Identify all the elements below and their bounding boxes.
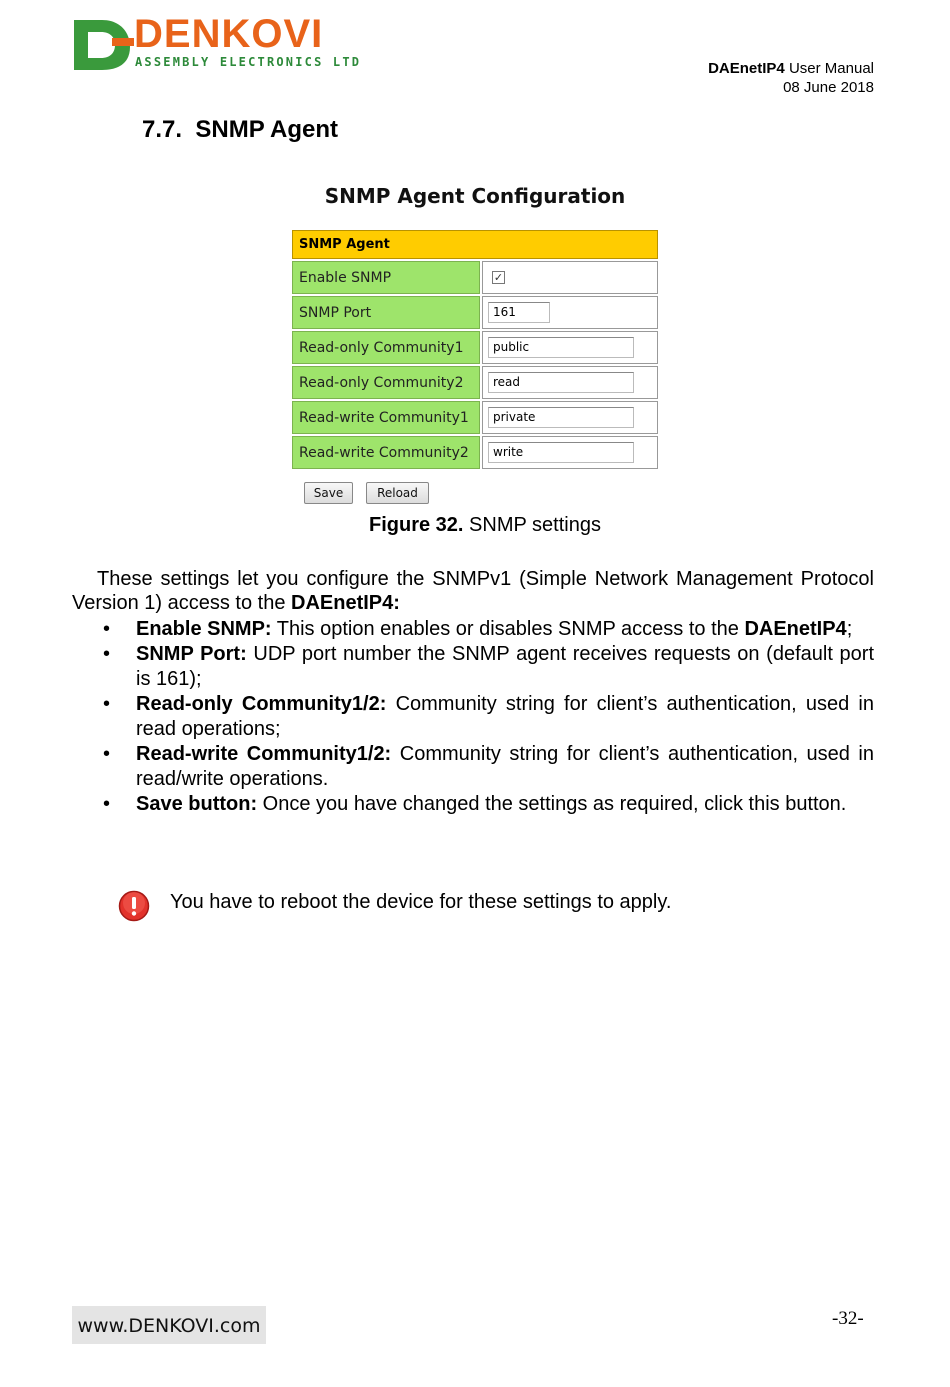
list-item-term: Enable SNMP: xyxy=(136,618,272,640)
logo-tagline: ASSEMBLY ELECTRONICS LTD xyxy=(135,55,362,69)
rw-community2-input[interactable]: write xyxy=(488,442,634,463)
list-item-tail: ; xyxy=(846,618,853,640)
ro-community1-label: Read-only Community1 xyxy=(292,331,480,364)
figure-caption-label: Figure 32. xyxy=(369,514,464,536)
figure-caption xyxy=(0,514,950,537)
config-title: SNMP Agent Configuration xyxy=(324,184,626,208)
snmp-config-table xyxy=(290,228,660,471)
header-doc: User Manual xyxy=(788,60,874,77)
intro-paragraph xyxy=(72,567,874,615)
snmp-port-input[interactable]: 161 xyxy=(488,302,550,323)
header-product: DAEnetIP4 xyxy=(708,60,785,77)
ro-community2-input[interactable]: read xyxy=(488,372,634,393)
list-item-term: Save button: xyxy=(136,793,258,815)
enable-snmp-label: Enable SNMP xyxy=(292,261,480,294)
logo-wordmark: DENKOVI xyxy=(134,12,324,56)
list-item-text: Community string for client’s authentication, used in read/write operations. xyxy=(136,743,874,790)
note-text: You have to reboot the device for these settings to apply. xyxy=(170,891,672,913)
list-item-text: Community string for client’s authentication, used in read operations; xyxy=(136,693,874,740)
list-item-text: UDP port number the SNMP agent receives requests on (default port is 161); xyxy=(136,643,875,690)
list-item-term: SNMP Port: xyxy=(136,643,247,665)
list-item-text: Once you have changed the settings as required, click this button. xyxy=(257,793,847,815)
ro-community2-label: Read-only Community2 xyxy=(292,366,480,399)
ro-community2-cell xyxy=(482,366,658,399)
section-title xyxy=(142,116,338,144)
settings-list xyxy=(72,617,874,817)
section-name: SNMP Agent xyxy=(195,116,339,143)
list-item: • Read-only Community1/2: Community string for client’s authentication, used in read operations; xyxy=(103,693,874,740)
list-item: • Read-write Community1/2: Community string for client’s authentication, used in read/write operations. xyxy=(103,743,874,790)
rw-community1-input[interactable]: private xyxy=(488,407,634,428)
ro-community1-cell xyxy=(482,331,658,364)
header-date: 08 June 2018 xyxy=(783,79,874,96)
list-item-term: Read-write Community1/2: xyxy=(136,743,392,765)
intro-product: DAEnetIP4: xyxy=(291,592,400,614)
rw-community2-label: Read-write Community2 xyxy=(292,436,480,469)
snmp-port-label: SNMP Port xyxy=(292,296,480,329)
list-item: • Save button: Once you have changed the settings as required, click this button. xyxy=(103,793,847,815)
section-number: 7.7. xyxy=(142,116,183,143)
rw-community1-cell xyxy=(482,401,658,434)
list-item-product: DAEnetIP4 xyxy=(744,618,847,640)
list-item-term: Read-only Community1/2: xyxy=(136,693,387,715)
ro-community1-input[interactable]: public xyxy=(488,337,634,358)
snmp-port-cell xyxy=(482,296,658,329)
reload-button[interactable]: Reload xyxy=(366,482,429,504)
rw-community2-cell xyxy=(482,436,658,469)
figure-caption-text: SNMP settings xyxy=(463,514,601,536)
list-item-text: This option enables or disables SNMP access to the xyxy=(271,618,745,640)
page-number: -32- xyxy=(832,1308,864,1329)
save-button[interactable]: Save xyxy=(304,482,353,504)
enable-snmp-checkbox[interactable]: ✓ xyxy=(493,271,504,284)
list-item: • SNMP Port: UDP port number the SNMP agent receives requests on (default port is 161); xyxy=(103,643,875,690)
config-group-header: SNMP Agent xyxy=(292,230,658,259)
rw-community1-label: Read-write Community1 xyxy=(292,401,480,434)
list-item: • Enable SNMP: This option enables or disables SNMP access to the DAEnetIP4; xyxy=(103,618,853,640)
intro-text: These settings let you configure the SNMPv1 (Simple Network Management Protocol Version 1) access to the xyxy=(72,568,874,614)
document-header xyxy=(708,59,874,97)
enable-snmp-cell xyxy=(482,261,658,294)
alert-icon xyxy=(118,890,150,922)
footer-website: www.DENKOVI.com xyxy=(72,1306,266,1344)
